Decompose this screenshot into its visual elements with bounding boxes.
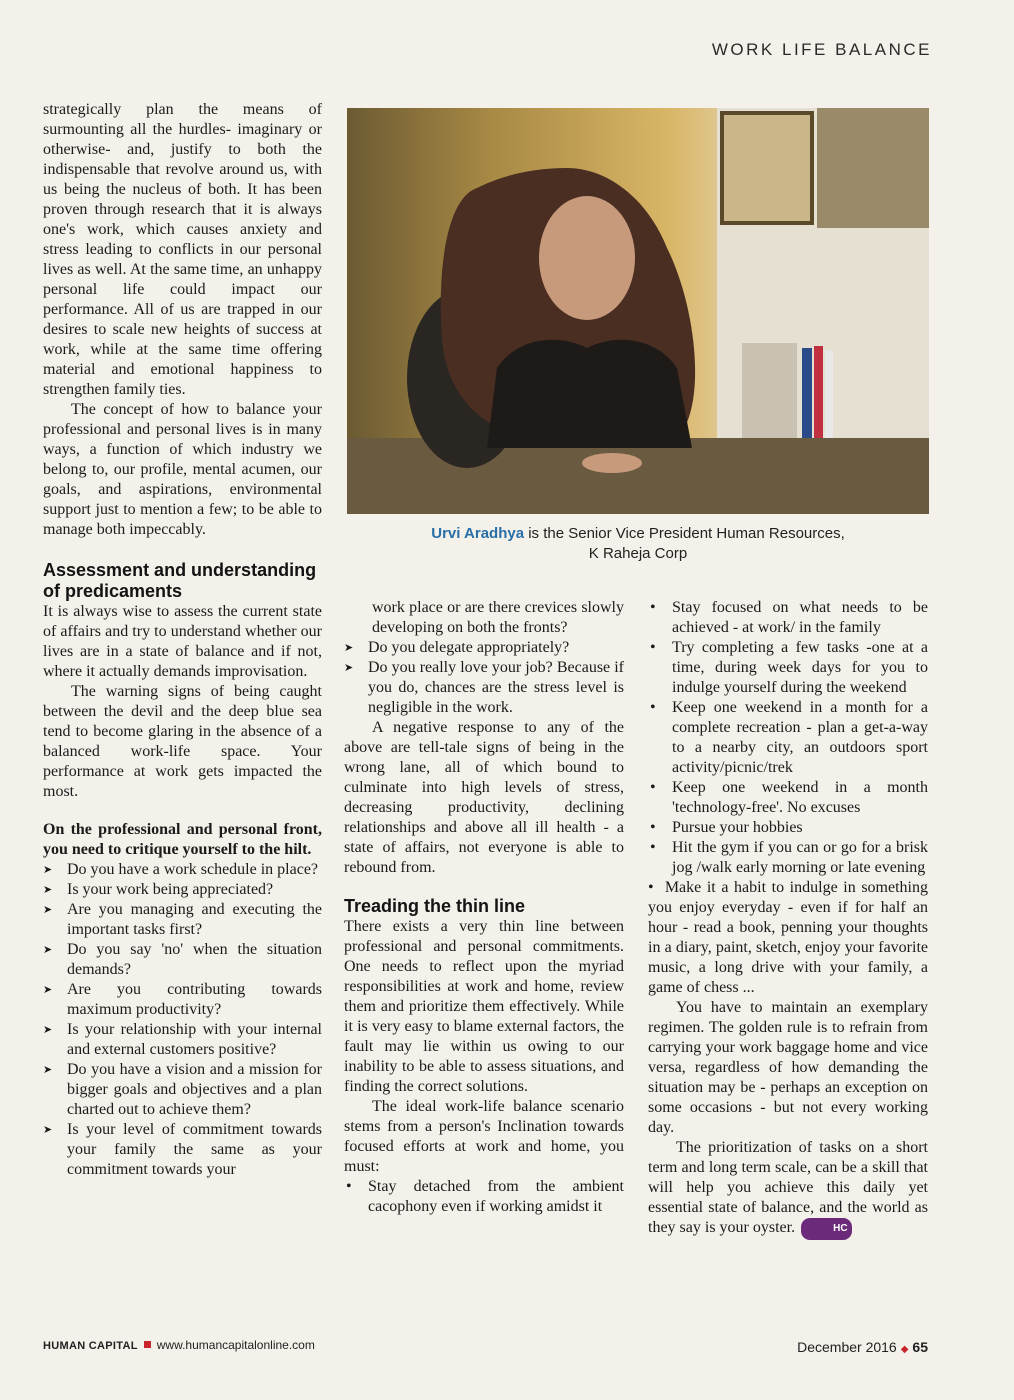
- footer-url[interactable]: www.humancapitalonline.com: [156, 1338, 315, 1352]
- paragraph: A negative response to any of the above are tell-tale signs of being in the wrong lane, all of which bound to culminate into high levels of stress, decreasing productivity, declining relationships and above all ill health - a state of affairs, not everyone is able to rebound from.: [344, 719, 624, 876]
- tips-list: [344, 1177, 624, 1217]
- diamond-icon: ◆: [900, 1344, 909, 1355]
- footer-left: [43, 1338, 315, 1352]
- portrait-photo: [347, 108, 929, 514]
- list-item: ➤ Are you managing and executing the important tasks first?: [43, 900, 322, 940]
- footer-right: [797, 1339, 928, 1355]
- caption-name: Urvi Aradhya: [431, 525, 525, 542]
- list-item: ➤ Do you delegate appropriately?: [344, 638, 624, 658]
- question-list: [43, 860, 322, 1180]
- list-item: ➤ Do you have a work schedule in place?: [43, 860, 322, 880]
- list-item: • Pursue your hobbies: [648, 818, 928, 838]
- column-3: [648, 598, 928, 1240]
- column-2: [344, 598, 624, 1217]
- list-item: • Hit the gym if you can or go for a brisk jog /walk early morning or late evening: [648, 838, 928, 878]
- list-item: ➤ Are you contributing towards maximum productivity?: [43, 980, 322, 1020]
- photo-caption: [350, 524, 926, 564]
- paragraph: You have to maintain an exemplary regimen. The golden rule is to refrain from carrying your work baggage home and vice versa, regardless of how demanding the situation may be - perhaps an exception on some occasions - but not every working day.: [648, 999, 928, 1136]
- column-1: [43, 100, 322, 1180]
- caption-text: is the Senior Vice President Human Resources,: [524, 525, 845, 542]
- page-number: 65: [912, 1339, 928, 1355]
- list-item: • Stay focused on what needs to be achieved - at work/ in the family: [648, 598, 928, 638]
- question-list: [344, 638, 624, 718]
- list-item: ➤ Do you really love your job? Because if you do, chances are the stress level is negligible in the work.: [344, 658, 624, 718]
- paragraph: The concept of how to balance your professional and personal lives is in many ways, a function of which industry we belong to, our profile, mental acumen, our goals, and aspirations, environmental support just to mention a few; to be able to manage both impeccably.: [43, 401, 322, 538]
- list-item: ➤ Do you have a vision and a mission for bigger goals and objectives and a plan charted out to achieve them?: [43, 1060, 322, 1120]
- habit-text: Make it a habit to indulge in something you enjoy everyday - even if for half an hour - read a book, penning your thoughts in a diary, paint, sketch, enjoy your favorite music, a long drive with your family, a game of chess ...: [648, 879, 928, 996]
- bold-intro: On the professional and personal front, you need to critique yourself to the hilt.: [43, 821, 322, 858]
- list-item: • Keep one weekend in a month 'technology-free'. No excuses: [648, 778, 928, 818]
- issue-date: December 2016: [797, 1339, 897, 1355]
- list-item: • Stay detached from the ambient cacophony even if working amidst it: [344, 1177, 624, 1217]
- caption-company: K Raheja Corp: [588, 545, 688, 562]
- tips-list: [648, 598, 928, 878]
- section-label: WORK LIFE BALANCE: [711, 40, 932, 59]
- red-square-icon: [144, 1341, 151, 1348]
- paragraph: The ideal work-life balance scenario stems from a person's Inclination towards focused efforts at work and home, you must:: [344, 1098, 624, 1175]
- section-heading: Assessment and understanding of predicaments: [43, 560, 317, 601]
- list-item: • Try completing a few tasks -one at a time, during week days for you to indulge yourself during the weekend: [648, 638, 928, 698]
- paragraph: work place or are there crevices slowly developing on both the fronts?: [372, 599, 624, 636]
- portrait-illustration: [347, 108, 929, 514]
- list-item: ➤ Do you say 'no' when the situation demands?: [43, 940, 322, 980]
- list-item: • Keep one weekend in a month for a complete recreation - plan a get-a-way to a nearby city, an outdoors sport activity/picnic/trek: [648, 698, 928, 778]
- section-heading: Treading the thin line: [344, 896, 526, 916]
- hc-logo-badge: HC: [801, 1218, 851, 1240]
- paragraph: The warning signs of being caught between the devil and the deep blue sea tend to become glaring in the absence of a balanced work-life space. Your performance at work gets impacted the most.: [43, 683, 322, 800]
- paragraph: There exists a very thin line between professional and personal commitments. One needs to reflect upon the myriad responsibilities at work and home, review them and prioritize them effectively. While it is very easy to blame external factors, the fault may lie within us owing to our inability to be able to assess situations, and finding the correct solutions.: [344, 918, 624, 1095]
- habit-paragraph: • Make it a habit to indulge in something you enjoy everyday - even if for half an hour - read a book, penning your thoughts in a diary, paint, sketch, enjoy your favorite music, a long drive with your family, a game of chess ...: [648, 879, 928, 996]
- list-item: ➤ Is your work being appreciated?: [43, 880, 322, 900]
- closing-paragraph: [648, 1138, 928, 1240]
- closing-text: The prioritization of tasks on a short term and long term scale, can be a skill that will help you achieve this daily yet essential state of balance, and the world as they say is your oyster.: [648, 1139, 928, 1236]
- paragraph: strategically plan the means of surmounting all the hurdles- imaginary or otherwise- and, justify to both the indispensable that revolve around us, with us being the nucleus of both. It has been proven through research that it is always one's work, which causes anxiety and stress leading to conflicts in our personal lives as well. At the same time, an unhappy personal life could impact our performance. All of us are trapped in our desires to scale new heights of success at work, while at the same time offering material and emotional happiness to strengthen family ties.: [43, 101, 322, 398]
- paragraph: It is always wise to assess the current state of affairs and try to understand whether our lives are in a state of balance and if not, where it actually demands improvisation.: [43, 603, 322, 680]
- list-item: ➤ Is your relationship with your internal and external customers positive?: [43, 1020, 322, 1060]
- list-item: ➤ Is your level of commitment towards your family the same as your commitment towards your: [43, 1120, 322, 1180]
- magazine-name: HUMAN CAPITAL: [43, 1340, 138, 1352]
